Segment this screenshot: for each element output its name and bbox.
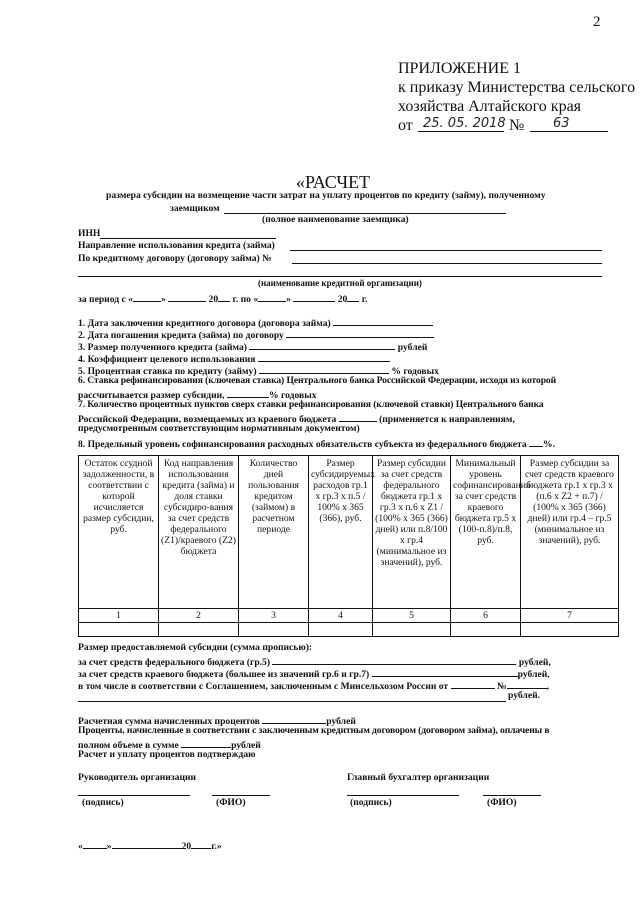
table-cell[interactable] [309, 623, 373, 637]
table-number-cell: 3 [239, 609, 309, 623]
table-row [79, 623, 619, 637]
totals-federal-field [272, 654, 516, 665]
footer-date-day [83, 838, 107, 849]
date-underline [418, 131, 504, 132]
period-row [78, 291, 367, 306]
table-header-cell: Размер субсидии за счет средств федерального бюджета гр.1 x гр.3 x п.6 x Z1 / (100% x 365 (366) дней) или п.8/100 x гр.4 (минимальное из значений), руб. [373, 456, 451, 609]
appendix-date-value: 25. 05. 2018 [423, 116, 506, 131]
agreement-label: По кредитному договору (договору займа) № [78, 253, 272, 264]
item-4-label: 4. Коэффициент целевого использования [78, 354, 256, 365]
period-from-century: 20 [208, 294, 219, 305]
table-number-row [79, 609, 619, 623]
period-to-year [347, 291, 359, 302]
accountant-signature-label: Главный бухгалтер организации [347, 772, 490, 783]
organization-caption: (наименование кредитной организации) [258, 278, 422, 288]
head-signature-line [78, 795, 190, 796]
totals-heading: Размер предоставляемой субсидии (сумма прописью): [78, 642, 313, 653]
calculation-table [78, 455, 619, 637]
item-6-label: рассчитывается размер субсидии, [78, 390, 225, 401]
table-number-cell: 6 [451, 609, 521, 623]
table-header-cell: Код направления использования кредита (займа) и доля ставки субсидиро-вания за счет средств федерального (Z1)/краевого (Z2) бюджета [159, 456, 239, 609]
item-3-label: 3. Размер полученного кредита (займа) [78, 342, 247, 353]
footer-date-close: » [106, 841, 112, 852]
footer-date-century: 20 [181, 841, 192, 852]
totals-agreement-no: № [496, 681, 507, 692]
calc-paid-suffix: рублей [231, 740, 261, 751]
table-cell[interactable] [373, 623, 451, 637]
calc-paid-label: полном объеме в сумме [78, 740, 179, 751]
item-5-field [259, 363, 389, 374]
table-number-cell: 4 [309, 609, 373, 623]
period-to-quote: » [286, 294, 291, 305]
calc-interest-label: Расчетная сумма начисленных процентов [78, 716, 260, 727]
appendix-order-line: к приказу Министерства сельского [398, 79, 636, 96]
totals-agreement-date [451, 678, 495, 689]
period-from-year [218, 291, 230, 302]
table-number-cell: 2 [159, 609, 239, 623]
period-to-century: 20 [337, 294, 348, 305]
borrower-caption: (полное наименование заемщика) [262, 214, 409, 225]
accountant-fio-caption: (ФИО) [487, 797, 517, 808]
document-subtitle: размера субсидии на возмещение части затрат на уплату процентов по кредиту (займу), полученному [106, 190, 546, 201]
direction-label: Направление использования кредита (займа) [78, 240, 275, 251]
appendix-title: ПРИЛОЖЕНИЕ 1 [398, 60, 522, 77]
totals-agreement-suffix: рублей. [508, 690, 541, 701]
totals-federal-suffix: рублей, [518, 657, 551, 668]
document-title: «РАСЧЕТ [296, 172, 371, 192]
period-to-day [258, 291, 286, 302]
item-7-line1: 7. Количество процентных пунктов сверх ставки рефинансирования (ключевой ставки) Центрального банка [78, 399, 544, 410]
borrower-label: заемщиком [170, 203, 220, 214]
footer-date [78, 838, 222, 853]
item-1-field [333, 315, 433, 326]
item-8-field [529, 436, 543, 447]
item-3-suffix: рублей [397, 342, 428, 353]
table-cell[interactable] [79, 623, 159, 637]
item-5-suffix: % годовых [391, 366, 439, 377]
calc-confirmation: Расчет и уплату процентов подтверждаю [78, 749, 256, 760]
page-number: 2 [593, 14, 601, 30]
totals-agreement-amount-line [78, 701, 506, 702]
totals-agreement-label: в том числе в соответствии с Соглашением, заключенным с Минсельхозом России от [78, 681, 449, 692]
period-from-month [168, 291, 206, 302]
footer-date-month [112, 838, 182, 849]
item-3-field [249, 339, 395, 350]
table-number-cell: 7 [521, 609, 619, 623]
table-cell[interactable] [451, 623, 521, 637]
item-8-label: 8. Предельный уровень софинансирования расходных обязательств субъекта из федерального бюджета [78, 439, 527, 450]
table-number-cell: 5 [373, 609, 451, 623]
period-from-quote: » [160, 294, 166, 305]
period-from-day [133, 291, 161, 302]
table-header-cell: Количество дней пользования кредитом (займом) в расчетном периоде [239, 456, 309, 609]
totals-regional-label: за счет средств краевого бюджета (большее из значений гр.6 и гр.7) [78, 669, 370, 680]
calc-paid-line1: Проценты, начисленные в соответствии с заключенным кредитным договором (договором займа), оплачены в [78, 725, 550, 736]
item-8-suffix: %. [543, 439, 556, 450]
table-header-cell: Минимальный уровень софинансирования за счет средств краевого бюджета гр.5 x (100-п.8)/п.8, руб. [451, 456, 521, 609]
period-to-suffix: г. [361, 294, 368, 305]
table-cell[interactable] [159, 623, 239, 637]
table-cell[interactable] [239, 623, 309, 637]
appendix-ministry-line: хозяйства Алтайского края [398, 98, 582, 115]
item-6-field [227, 387, 269, 398]
totals-agreement [78, 678, 549, 693]
inn-line [100, 238, 276, 239]
period-from-label: за период с « [78, 294, 133, 305]
table-cell[interactable] [521, 623, 619, 637]
totals-agreement-end: , [546, 681, 550, 692]
item-6-line1: 6. Ставка рефинансирования (ключевая ставка) Центрального банка Российской Федерации, исходя из которой [78, 375, 557, 386]
head-signature-label: Руководитель организации [78, 772, 197, 783]
number-underline [530, 131, 608, 132]
totals-federal-label: за счет средств федерального бюджета (гр.5) [78, 657, 271, 668]
calc-interest-field [262, 713, 326, 724]
item-5-label: 5. Процентная ставка по кредиту (займу) [78, 366, 257, 377]
totals-agreement-number [507, 678, 547, 689]
appendix-number-value: 63 [553, 116, 570, 131]
item-4-field [258, 351, 390, 362]
accountant-signature-line [347, 795, 459, 796]
agreement-line [292, 263, 602, 264]
head-fio-line [212, 795, 270, 796]
item-7-field [339, 411, 377, 422]
item-7-label: Российской Федерации, возмещаемых из краевого бюджета [78, 414, 337, 425]
table-header-cell: Размер субсидии за счет средств краевого бюджета гр.1 x гр.3 x (п.6 x Z2 + п.7) / (100% x 365 (366) дней) или гр.4 – гр.5 (минимальное из значений), руб. [521, 456, 619, 609]
period-to-label: г. по « [232, 294, 259, 305]
calc-paid-field [181, 737, 231, 748]
item-1-label: 1. Дата заключения кредитного договора (договора займа) [78, 318, 331, 329]
footer-date-year [191, 838, 211, 849]
footer-date-open: « [78, 841, 83, 852]
item-8 [78, 436, 555, 451]
item-7-line3: предусмотренным соответствующим нормативным документом) [78, 423, 360, 434]
table-header-row [79, 456, 619, 609]
item-6-suffix: % годовых [269, 390, 317, 401]
appendix-number-prefix: № [509, 117, 525, 134]
head-signature-caption: (подпись) [82, 797, 124, 808]
appendix-date-prefix: от [398, 117, 413, 134]
table-number-cell: 1 [79, 609, 159, 623]
table-header-cell: Остаток ссудной задолженности, в соответствии с которой исчисляется размер субсидии, руб. [79, 456, 159, 609]
inn-label: ИНН [78, 228, 101, 239]
item-7-note: (применяется к направлениям, [379, 414, 515, 425]
accountant-fio-line [483, 795, 541, 796]
calc-interest-suffix: рублей [326, 716, 356, 727]
item-2-field [286, 327, 434, 338]
item-2-label: 2. Дата погашения кредита (займа) по договору [78, 330, 284, 341]
accountant-signature-caption: (подпись) [350, 797, 392, 808]
totals-regional-suffix: рублей, [517, 669, 550, 680]
totals-regional-field [372, 666, 518, 677]
footer-date-suffix: г.» [211, 841, 222, 852]
period-to-month [293, 291, 335, 302]
table-header-cell: Размер субсидируемых расходов гр.1 x гр.3 x п.5 / 100% x 365 (366), руб. [309, 456, 373, 609]
direction-line [290, 250, 602, 251]
head-fio-caption: (ФИО) [216, 797, 246, 808]
